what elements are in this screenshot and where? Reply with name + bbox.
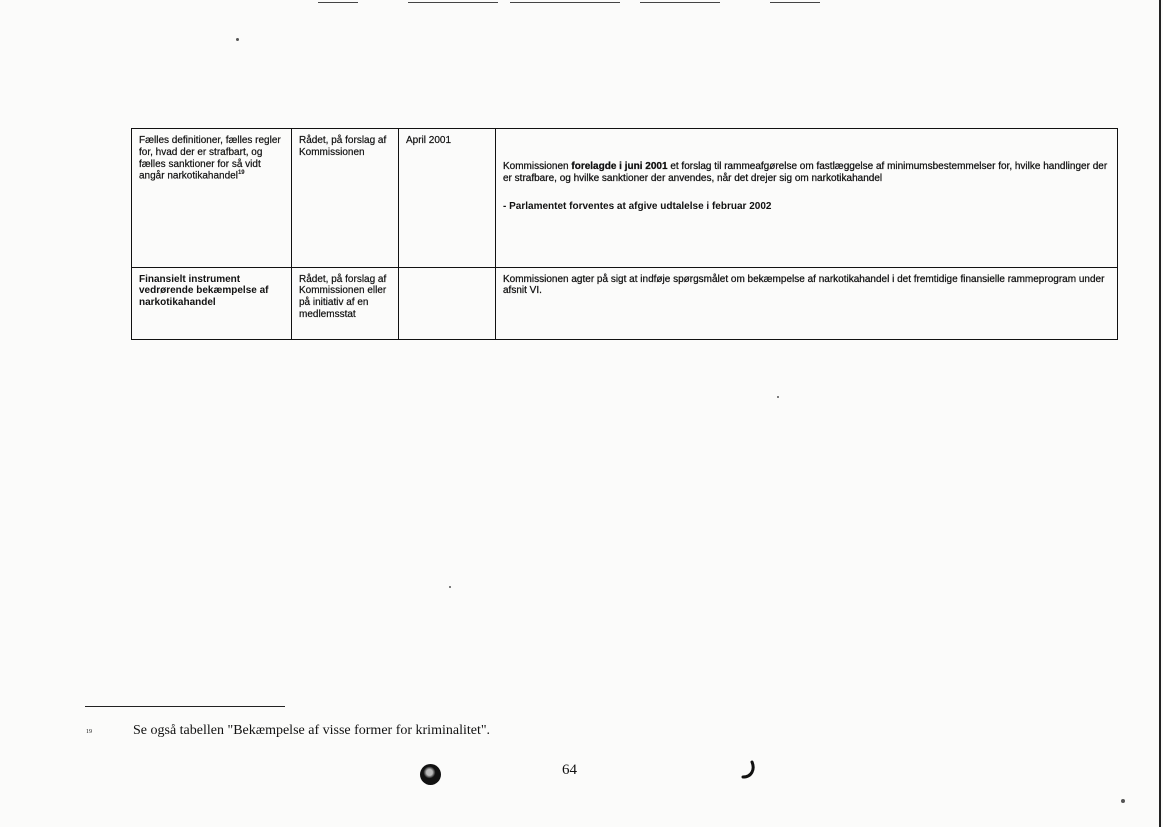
scan-top-line <box>510 2 620 3</box>
scan-top-line <box>640 2 720 3</box>
responsible-cell <box>292 129 399 268</box>
responsible-cell <box>292 267 399 339</box>
status-text: Kommissionen agter på sigt at indføje spørgsmålet om bekæmpelse af narkotikahandel i det fremtidige finansielle rammeprogram under afsnit VI. <box>503 273 1105 297</box>
footnote-text: Se også tabellen "Bekæmpelse af visse former for kriminalitet". <box>133 723 491 738</box>
table-row <box>132 129 1118 268</box>
scan-speck <box>236 38 239 41</box>
measure-text: Fælles definitioner, fælles regler for, hvad der er strafbart, og fælles sanktioner for så vidt angår narkotikahandel <box>139 135 281 182</box>
date-text: April 2001 <box>406 135 452 146</box>
punch-hole-icon <box>420 764 441 785</box>
scan-top-line <box>770 2 820 3</box>
scan-speck <box>1121 799 1125 803</box>
footnote-number: 19 <box>86 729 92 735</box>
status-cell <box>496 267 1118 339</box>
status-text <box>503 161 1111 185</box>
responsible-text: Rådet, på forslag af Kommissionen <box>299 135 387 158</box>
footnote-rule <box>85 706 285 707</box>
responsible-text: Rådet, på forslag af Kommissionen eller på initiativ af en medlemsstat <box>299 273 387 320</box>
scan-right-edge <box>1159 0 1161 827</box>
date-cell <box>399 267 496 339</box>
measures-table <box>131 128 1118 340</box>
footnote-ref: 19 <box>237 170 245 177</box>
scan-top-line <box>408 2 498 3</box>
measure-cell <box>132 129 292 268</box>
status-line2: - Parlamentet forventes at afgive udtalelse i februar 2002 <box>503 200 772 212</box>
measure-text: Finansielt instrument vedrørende bekæmpelse af narkotikahandel <box>139 273 269 309</box>
date-cell <box>399 129 496 268</box>
scan-top-line <box>318 2 358 3</box>
table-row <box>132 267 1118 339</box>
scan-mark-icon <box>738 760 758 780</box>
status-suffix: et forslag til rammeafgørelse om fastlæggelse af minimumsbestemmelser for, hvilke handlinger der er strafbare, og hvilke sanktioner der anvendes, når det drejer sig om narkotikahandel <box>503 161 1108 184</box>
status-bold: forelagde i juni 2001 <box>571 161 668 172</box>
page-number: 64 <box>562 762 577 778</box>
scan-speck <box>449 586 451 588</box>
scan-speck <box>777 396 779 398</box>
status-prefix: Kommissionen <box>503 161 569 172</box>
measure-cell <box>132 267 292 339</box>
status-cell <box>496 129 1118 268</box>
